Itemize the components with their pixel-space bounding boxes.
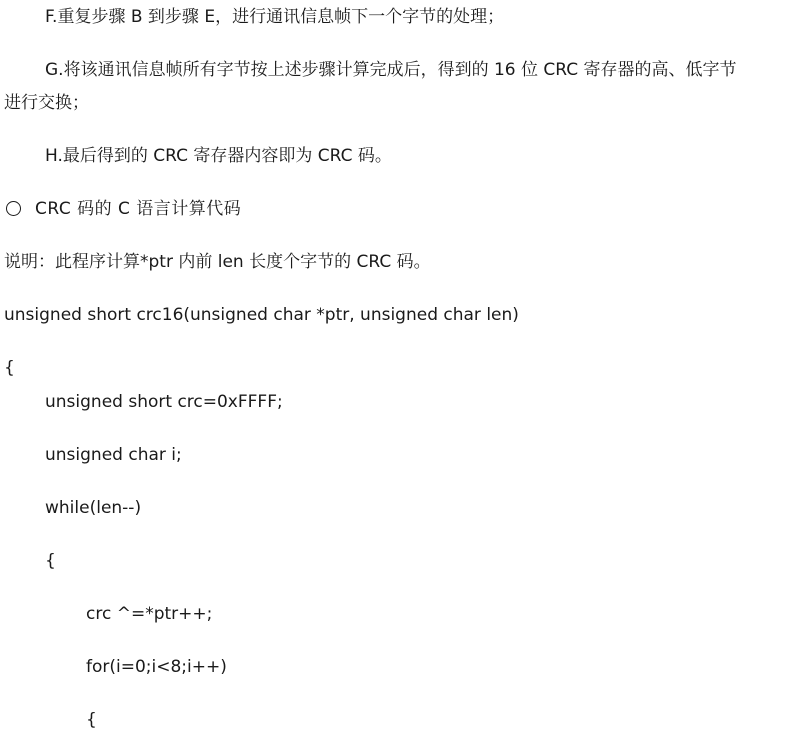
step-g-text-line2: 进行交换； — [4, 93, 89, 113]
section-heading-text: CRC 码的 C 语言计算代码 — [35, 199, 242, 219]
code-open-brace-for: { — [86, 710, 97, 730]
step-g-text-line1: G.将该通讯信息帧所有字节按上述步骤计算完成后，得到的 16 位 CRC 寄存器的高、低字节 — [45, 60, 737, 80]
code-function-signature: unsigned short crc16(unsigned char *ptr, unsigned char len) — [4, 305, 519, 325]
code-decl-crc: unsigned short crc=0xFFFF; — [45, 392, 283, 412]
step-f-text: F.重复步骤 B 到步骤 E，进行通讯信息帧下一个字节的处理； — [45, 7, 505, 27]
code-while-line: while(len--) — [45, 498, 142, 518]
code-open-brace-while: { — [45, 551, 56, 571]
section-heading — [4, 198, 241, 220]
code-xor-line: crc ^=*ptr++; — [86, 604, 213, 624]
code-for-line: for(i=0;i<8;i++) — [86, 657, 227, 677]
code-open-brace-outer: { — [4, 358, 15, 378]
circle-bullet-icon — [6, 201, 21, 216]
code-decl-i: unsigned char i; — [45, 445, 182, 465]
description-text: 说明：此程序计算*ptr 内前 len 长度个字节的 CRC 码。 — [4, 252, 431, 272]
step-h-text: H.最后得到的 CRC 寄存器内容即为 CRC 码。 — [45, 146, 392, 166]
